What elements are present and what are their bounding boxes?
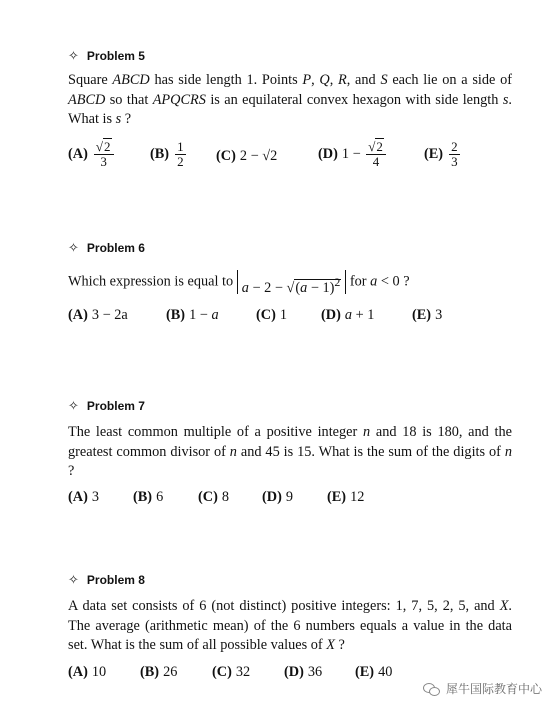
problem-title <box>68 240 145 256</box>
star-icon: ✧ <box>68 398 79 413</box>
answer-a: (A) 3 <box>68 489 100 505</box>
answer-e: (E) 12 <box>327 489 365 505</box>
watermark-text: 犀牛国际教育中心 <box>445 682 542 696</box>
answer-d: (D) 1 − $\frac{√2}{4}$ <box>318 140 386 169</box>
star-icon: ✧ <box>68 240 79 255</box>
answer-c: (C) 8 <box>198 489 230 505</box>
answer-d: (D) 9 <box>262 489 294 505</box>
answer-c: (C) 1 <box>256 307 288 323</box>
answer-choices <box>68 140 512 176</box>
answer-choices <box>68 489 512 509</box>
star-icon: ✧ <box>68 572 79 587</box>
answer-e: (E) $\frac{2}{3}$ <box>424 139 458 169</box>
problem-text: Which expression is equal to $a - 2 - √(a - 1)^2$ for a < 0 ? <box>68 270 512 294</box>
wechat-icon <box>423 682 441 696</box>
answer-c: (C) 2 − √2 <box>216 148 278 164</box>
problem-title-text: Problem 7 <box>86 399 145 413</box>
problem-text: Square ABCD has side length 1. Points P, Q, R, and S each lie on a side of ABCD so that APQCRS is an equilateral convex hexagon with side length s. What is s ? <box>68 72 512 127</box>
problem-text: The least common multiple of a positive integer n and 18 is 180, and the greatest common divisor of n and 45 is 15. What is the sum of the digits of n ? <box>68 424 512 479</box>
answer-b: (B) 26 <box>140 664 178 680</box>
answer-b: (B) 6 <box>133 489 164 505</box>
answer-d: (D) a + 1 <box>321 307 375 323</box>
answer-a: (A) 3 − 2a <box>68 307 128 323</box>
problem-title-text: Problem 6 <box>86 241 145 255</box>
answer-c: (C) 32 <box>212 664 251 680</box>
answer-e: (E) 40 <box>355 664 393 680</box>
problem-title <box>68 48 145 64</box>
answer-b: (B) $\frac{1}{2}$ <box>150 139 184 169</box>
answer-d: (D) 36 <box>284 664 323 680</box>
watermark <box>423 680 542 697</box>
answer-b: (B) 1 − a <box>166 307 219 323</box>
answer-choices <box>68 307 512 327</box>
star-icon: ✧ <box>68 48 79 63</box>
answer-e: (E) 3 <box>412 307 443 323</box>
answer-a: (A) $\frac{√2}{3}$ <box>68 140 114 169</box>
answer-a: (A) 10 <box>68 664 107 680</box>
problem-title <box>68 572 145 588</box>
problem-title-text: Problem 5 <box>86 49 145 63</box>
problem-title-text: Problem 8 <box>86 573 145 587</box>
problem-text: A data set consists of 6 (not distinct) positive integers: 1, 7, 5, 2, 5, and X. The average (arithmetic mean) of the 6 numbers equals a value in the data set. What is the sum of all possible values of X ? <box>68 598 512 653</box>
problem-title <box>68 398 145 414</box>
